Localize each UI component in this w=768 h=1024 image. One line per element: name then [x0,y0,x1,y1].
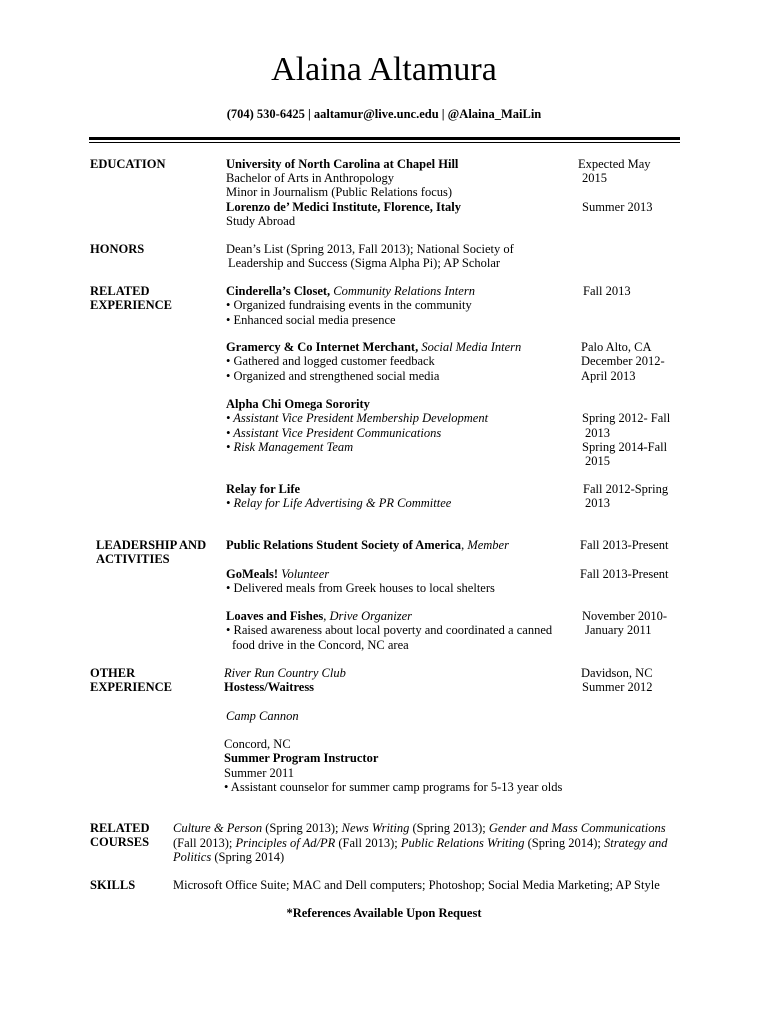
other-location: Davidson, NC [581,666,653,680]
honors-line-2: Leadership and Success (Sigma Alpha Pi); AP Scholar [228,256,501,270]
experience-location: Palo Alto, CA [581,340,652,354]
experience-bullet: • Risk Management Team [226,440,354,454]
activity-loaves-title [226,609,412,624]
activity-role: Drive Organizer [329,609,413,623]
experience-date: 2013 [585,426,610,440]
activity-bullet: • Delivered meals from Greek houses to local shelters [226,581,495,595]
section-label-related-2: EXPERIENCE [90,298,172,312]
education-degree-date: 2015 [582,171,607,185]
activity-role: Volunteer [281,567,330,581]
contact-line: (704) 530-6425 | aaltamur@live.unc.edu | @Alaina_MaiLin [226,107,542,121]
section-label-courses-2: COURSES [90,835,150,849]
section-label-other-2: EXPERIENCE [90,680,172,694]
header-rule-thick [89,137,680,140]
experience-role: Community Relations Intern [333,284,475,298]
experience-date: December 2012- [581,354,665,368]
other-date: Summer 2012 [582,680,653,694]
experience-bullet: • Organized fundraising events in the community [226,298,472,312]
experience-bullet: • Relay for Life Advertising & PR Committee [226,496,452,510]
activity-org: Loaves and Fishes [226,609,324,623]
course-term: (Spring 2014) [211,850,285,864]
course-term: (Spring 2013); [409,821,489,835]
other-org-camp: Camp Cannon [226,709,299,723]
other-location: Concord, NC [224,737,291,751]
course-name: News Writing [341,821,410,835]
education-study-abroad-school: Lorenzo de’ Medici Institute, Florence, Italy [226,200,462,214]
activity-date: November 2010- [582,609,668,623]
other-bullet: • Assistant counselor for summer camp programs for 5-13 year olds [224,780,563,794]
course-term: (Spring 2013); [262,821,342,835]
education-degree: Bachelor of Arts in Anthropology [226,171,395,185]
course-name: Principles of Ad/PR [235,835,336,850]
section-label-courses-1: RELATED [90,821,150,835]
course-name: Public Relations Writing [400,835,525,850]
experience-role: Social Media Intern [421,340,522,354]
skills-text: Microsoft Office Suite; MAC and Dell computers; Photoshop; Social Media Marketing; AP Style [173,878,660,892]
experience-cinderella-title [226,284,475,299]
experience-date: Spring 2012- Fall [582,411,671,425]
section-label-leadership-2: ACTIVITIES [96,552,170,566]
activity-bullet: • Raised awareness about local poverty and coordinated a canned [226,623,553,637]
activity-gomeals-title [226,567,329,582]
course-term: (Fall 2013); [173,835,236,850]
section-label-education: EDUCATION [90,157,166,171]
experience-bullet: • Gathered and logged customer feedback [226,354,435,368]
activity-separator: , [461,538,468,552]
experience-aco-title: Alpha Chi Omega Sorority [226,397,370,411]
education-study-abroad: Study Abroad [226,214,296,228]
experience-date: April 2013 [581,369,636,383]
resume-name: Alaina Altamura [271,51,497,88]
honors-line-1: Dean’s List (Spring 2013, Fall 2013); National Society of [226,242,514,256]
experience-bullet: • Organized and strengthened social media [226,369,440,383]
activity-org: Public Relations Student Society of America [226,538,462,552]
experience-gramercy-title [226,340,521,355]
course-name: Strategy and Politics [173,835,668,864]
other-date: Summer 2011 [224,766,295,780]
experience-bullet: • Assistant Vice President Communications [226,426,442,440]
course-name: Gender and Mass Communications [488,821,666,835]
courses-list [173,821,683,865]
other-org-riverrun: River Run Country Club [224,666,346,680]
experience-bullet: • Assistant Vice President Membership Development [226,411,489,425]
education-date: Expected May [578,157,651,171]
activity-date: January 2011 [585,623,652,637]
other-role: Hostess/Waitress [224,680,315,694]
experience-date: Spring 2014-Fall [582,440,668,454]
experience-org: Gramercy & Co Internet Merchant, [226,340,419,354]
section-label-honors: HONORS [90,242,145,256]
references-note: *References Available Upon Request [286,906,482,920]
section-label-leadership-1: LEADERSHIP AND [96,538,207,552]
education-school: University of North Carolina at Chapel Hill [226,157,459,171]
activity-bullet-continued: food drive in the Concord, NC area [232,638,409,652]
other-role: Summer Program Instructor [224,751,379,765]
activity-date: Fall 2013-Present [580,538,669,552]
activity-role: Member [467,538,509,552]
experience-date: Fall 2013 [583,284,631,298]
activity-separator: , [323,609,330,623]
activity-org: GoMeals! [226,567,279,581]
education-study-abroad-date: Summer 2013 [582,200,653,214]
section-label-skills: SKILLS [90,878,136,892]
activity-date: Fall 2013-Present [580,567,669,581]
course-name: Culture & Person [173,821,263,835]
experience-relay-title: Relay for Life [226,482,301,496]
experience-org: Cinderella’s Closet, [226,284,331,298]
experience-date: 2013 [585,496,610,510]
section-label-related-1: RELATED [90,284,150,298]
header-rule-thin [89,142,680,143]
course-term: (Fall 2013); [335,835,401,850]
activity-prssa-title [226,538,509,553]
experience-date: 2015 [585,454,610,468]
experience-bullet: • Enhanced social media presence [226,313,396,327]
experience-date: Fall 2012-Spring [583,482,669,496]
section-label-other-1: OTHER [90,666,136,680]
course-term: (Spring 2014); [524,835,605,850]
education-minor: Minor in Journalism (Public Relations focus) [226,185,453,199]
